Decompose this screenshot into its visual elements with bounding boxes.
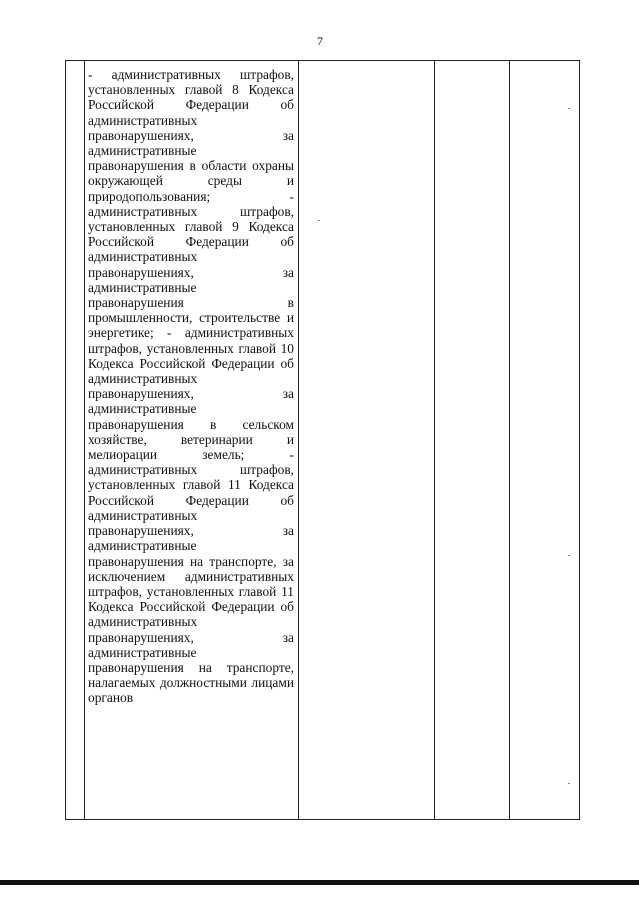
scan-speck [318,220,320,221]
document-table [65,60,580,820]
table-cell-5 [510,61,580,820]
scan-speck [568,108,570,109]
table-row [66,61,580,820]
table-cell-description [85,61,299,820]
table-cell-4 [435,61,510,820]
table-cell-3 [299,61,435,820]
scan-speck [568,783,570,784]
scan-edge-bar [0,880,639,885]
page-number: 7 [317,34,323,48]
scan-speck [568,555,570,556]
table-cell-number [66,61,85,820]
description-text: - административных штрафов, установленных главой 8 Кодекса Российской Федерации об административных правонарушениях, за административные правонарушения в области охраны окружающей среды и природопользования; - административных штрафов, установленных главой 9 Кодекса Российской Федерации об административных правонарушениях, за административные правонарушения в промышленности, строительстве и энергетике; - административных штрафов, установленных главой 10 Кодекса Российской Федерации об административных правонарушениях, за административные правонарушения в сельском хозяйстве, ветеринарии и мелиорации земель; - административных штрафов, установленных главой 11 Кодекса Российской Федерации об административных правонарушениях, за административные правонарушения на транспорте, за исключением административных штрафов, установленных главой 11 Кодекса Российской Федерации об административных правонарушениях, за административные правонарушения на транспорте, налагаемых должностными лицами органов [88,67,294,706]
